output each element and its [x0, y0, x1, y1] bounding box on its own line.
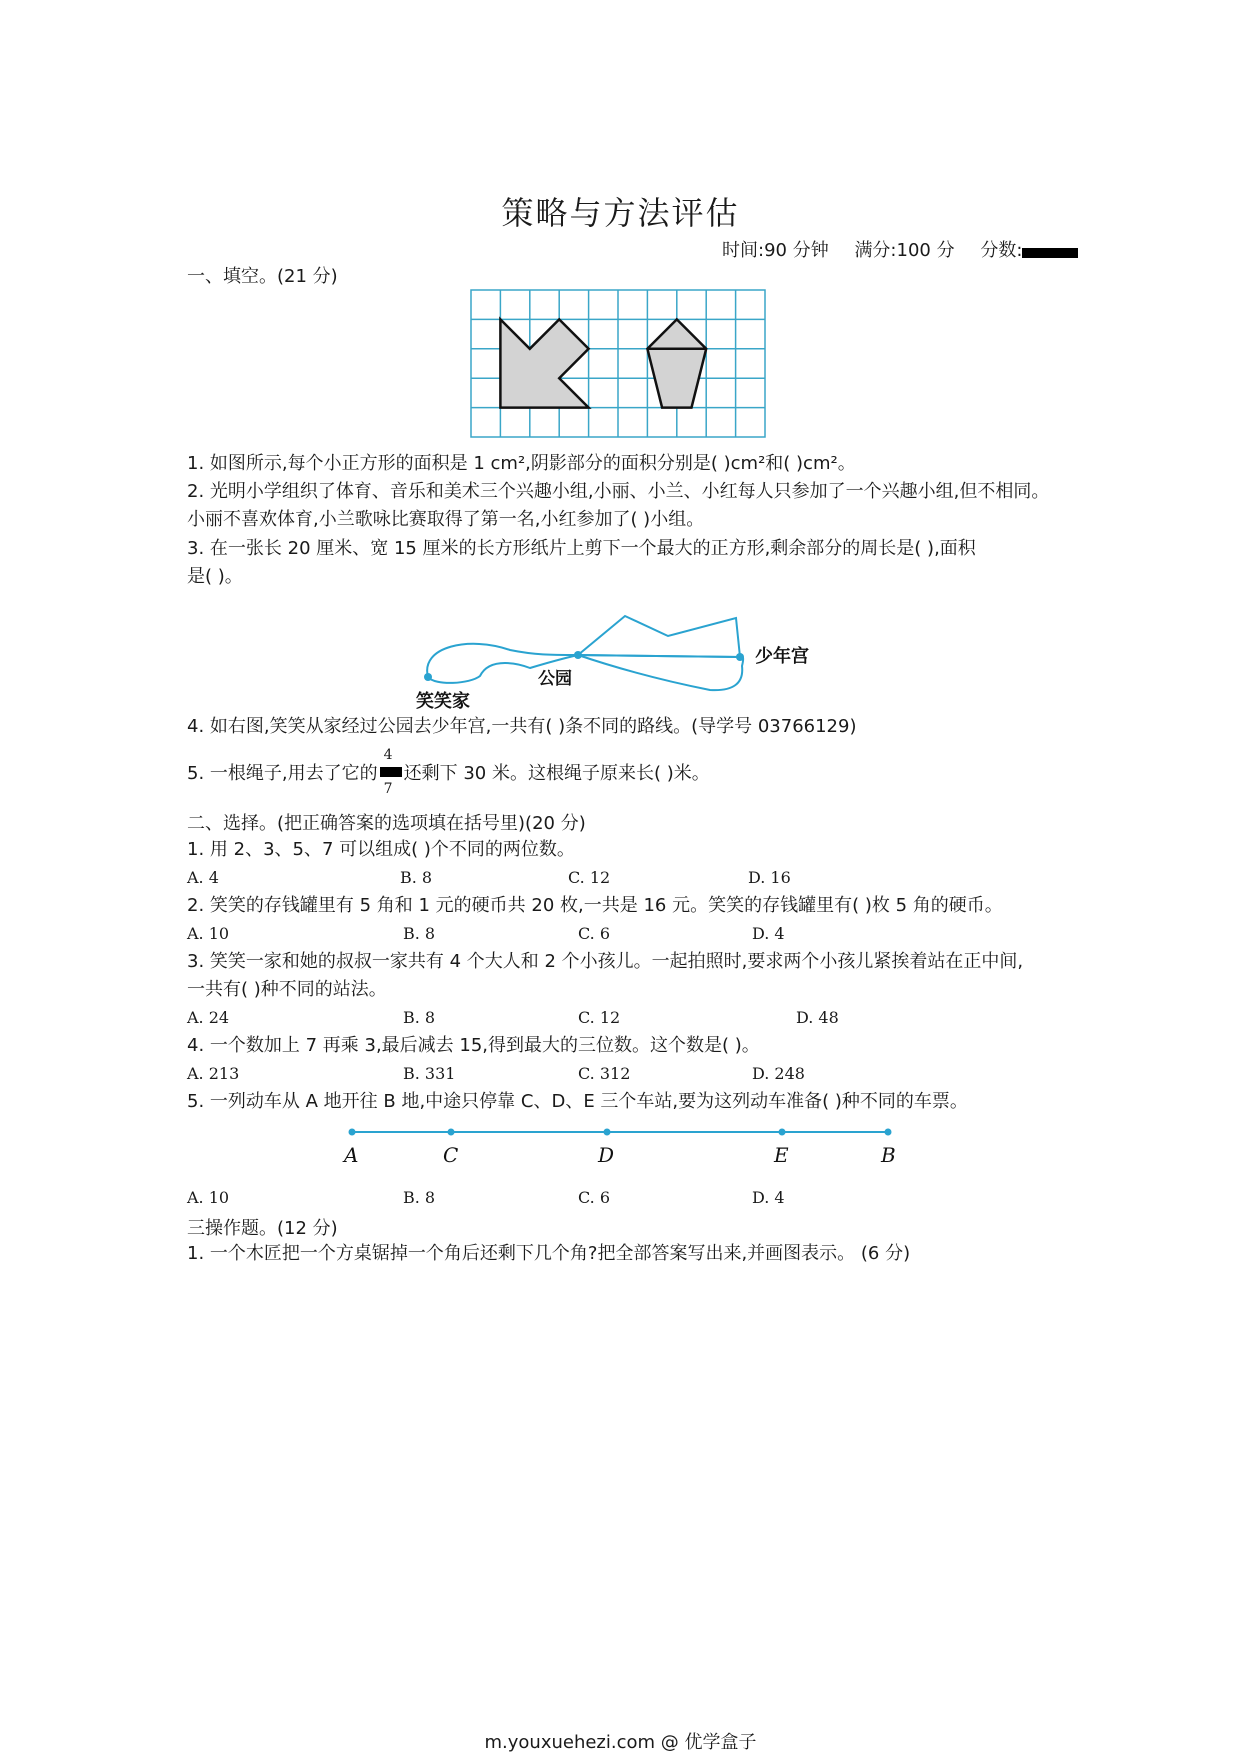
s2-q1-option-b: B. 8: [400, 868, 433, 887]
s1-question-3-line2: 是( )。: [187, 566, 243, 587]
section1-heading: 一、填空。(21 分): [187, 266, 338, 287]
station-line: [330, 1120, 910, 1170]
s1-question-5: [187, 747, 710, 797]
s2-q1-option-d: D. 16: [748, 868, 791, 887]
s1-question-2-line1: 2. 光明小学组织了体育、音乐和美术三个兴趣小组,小丽、小兰、小红每人只参加了一个兴趣小组,但不相同。: [187, 481, 1050, 502]
station-label-c: C: [443, 1143, 459, 1167]
footer-watermark: m.youxuehezi.com @ 优学盒子: [484, 1732, 757, 1753]
s2-question-5: 5. 一列动车从 A 地开往 B 地,中途只停靠 C、D、E 三个车站,要为这列动车准备( )种不同的车票。: [187, 1091, 968, 1112]
station-dot-b: [885, 1129, 892, 1136]
station-label-b: B: [881, 1143, 896, 1167]
q5-fraction-numerator: 4: [383, 747, 393, 763]
route-lower: [578, 655, 743, 690]
s3-question-1: 1. 一个木匠把一个方桌锯掉一个角后还剩下几个角?把全部答案写出来,并画图表示。 (6 分): [187, 1243, 911, 1264]
park-label: 公园: [538, 669, 572, 689]
section3-heading: 三操作题。(12 分): [187, 1218, 338, 1239]
s2-q4-option-b: B. 331: [403, 1064, 456, 1083]
s2-q3-option-b: B. 8: [403, 1008, 436, 1027]
s2-q5-option-d: D. 4: [752, 1188, 785, 1207]
s2-question-4: 4. 一个数加上 7 再乘 3,最后减去 15,得到最大的三位数。这个数是( )。: [187, 1035, 760, 1056]
s1-question-2-line2: 小丽不喜欢体育,小兰歌咏比赛取得了第一名,小红参加了( )小组。: [187, 509, 705, 530]
palace-dot: [736, 653, 744, 661]
full-score: 满分:100 分: [854, 240, 955, 261]
station-dot-a: [349, 1129, 356, 1136]
section2-heading: 二、选择。(把正确答案的选项填在括号里)(20 分): [187, 813, 586, 834]
score-redaction: [1022, 248, 1078, 258]
home-dot: [424, 673, 432, 681]
s2-question-2: 2. 笑笑的存钱罐里有 5 角和 1 元的硬币共 20 枚,一共是 16 元。笑笑的存钱罐里有( )枚 5 角的硬币。: [187, 895, 1003, 916]
s2-q5-option-b: B. 8: [403, 1188, 436, 1207]
page-title: 策略与方法评估: [501, 194, 740, 232]
palace-label: 少年宫: [755, 646, 809, 667]
route-straight: [578, 655, 740, 657]
s2-question-1: 1. 用 2、3、5、7 可以组成( )个不同的两位数。: [187, 839, 575, 860]
s2-q3-option-d: D. 48: [796, 1008, 839, 1027]
station-dot-c: [448, 1129, 455, 1136]
q5-suffix: 还剩下 30 米。这根绳子原来长( )米。: [403, 763, 710, 784]
s2-q2-option-b: B. 8: [403, 924, 436, 943]
shaded-shape-right: [647, 319, 706, 407]
station-label-e: E: [774, 1143, 789, 1167]
s2-q3-option-a: A. 24: [187, 1008, 230, 1027]
s2-q4-option-a: A. 213: [187, 1064, 240, 1083]
exam-meta: [722, 236, 1098, 262]
s1-question-1: 1. 如图所示,每个小正方形的面积是 1 cm²,阴影部分的面积分别是( )cm²和( )cm²。: [187, 453, 856, 474]
s2-question-3-line1: 3. 笑笑一家和她的叔叔一家共有 4 个大人和 2 个小孩儿。一起拍照时,要求两个小孩儿紧挨着站在正中间,: [187, 951, 1024, 972]
s2-q3-option-c: C. 12: [578, 1008, 621, 1027]
q5-fraction: [380, 747, 402, 797]
s1-question-4: 4. 如右图,笑笑从家经过公园去少年宫,一共有( )条不同的路线。(导学号 03766129): [187, 716, 857, 737]
s2-question-3-line2: 一共有( )种不同的站法。: [187, 979, 387, 1000]
s2-q2-option-c: C. 6: [578, 924, 611, 943]
s2-q1-option-c: C. 12: [568, 868, 611, 887]
home-label: 笑笑家: [416, 691, 470, 712]
time-limit: 时间:90 分钟: [722, 240, 829, 261]
station-label-d: D: [598, 1143, 615, 1167]
route-map: [410, 606, 830, 716]
station-dot-e: [779, 1129, 786, 1136]
shaded-shape-left: [500, 319, 588, 407]
s2-q1-option-a: A. 4: [187, 868, 219, 887]
s2-q4-option-c: C. 312: [578, 1064, 631, 1083]
q5-prefix: 5. 一根绳子,用去了它的: [187, 763, 378, 784]
s2-q5-option-c: C. 6: [578, 1188, 611, 1207]
station-label-a: A: [344, 1143, 359, 1167]
s2-q2-option-a: A. 10: [187, 924, 230, 943]
s1-question-3-line1: 3. 在一张长 20 厘米、宽 15 厘米的长方形纸片上剪下一个最大的正方形,剩余部分的周长是( ),面积: [187, 538, 976, 559]
s2-q2-option-d: D. 4: [752, 924, 785, 943]
route-upper: [578, 616, 740, 657]
grid-figure: [470, 289, 770, 439]
q5-fraction-denominator: 7: [383, 781, 393, 797]
park-dot: [574, 651, 582, 659]
s2-q5-option-a: A. 10: [187, 1188, 230, 1207]
s2-q4-option-d: D. 248: [752, 1064, 805, 1083]
score-label: 分数:: [980, 240, 1023, 261]
station-dot-d: [604, 1129, 611, 1136]
